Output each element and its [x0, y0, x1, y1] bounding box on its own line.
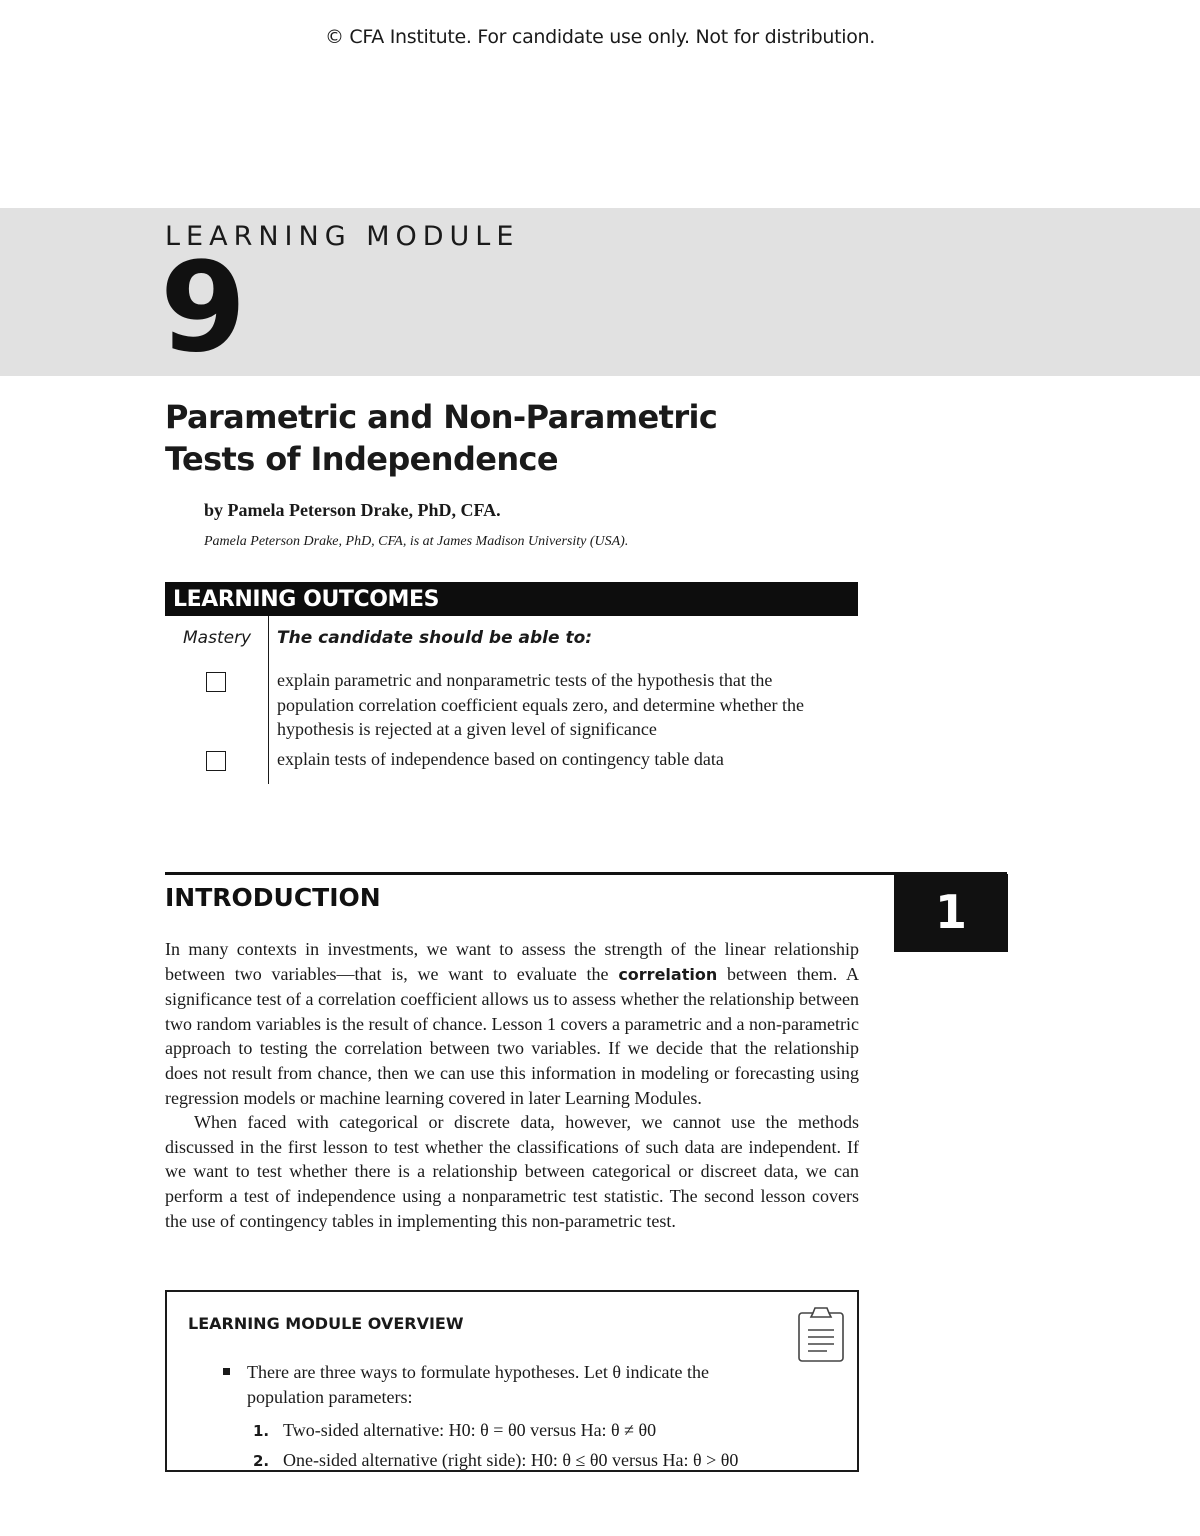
candidate-column-label: The candidate should be able to: [277, 628, 593, 648]
learning-outcomes-divider [268, 616, 269, 784]
overview-item-number: 2. [253, 1452, 270, 1470]
learning-module-overview-box [165, 1290, 859, 1472]
mastery-checkbox-2[interactable] [206, 751, 226, 771]
clipboard-icon [797, 1306, 845, 1364]
mastery-column-label: Mastery [183, 628, 252, 648]
correlation-term: correlation [618, 964, 718, 984]
copyright-notice: © CFA Institute. For candidate use only. Not for distribution. [324, 26, 876, 48]
bullet-marker [223, 1368, 230, 1375]
lesson-number-tab: 1 [894, 874, 1008, 952]
learning-outcomes-header: LEARNING OUTCOMES [165, 582, 858, 616]
introduction-rule [165, 872, 1007, 875]
overview-item-number: 1. [253, 1422, 270, 1440]
overview-item-text: Two-sided alternative: H0: θ = θ0 versus Ha: θ ≠ θ0 [283, 1420, 657, 1440]
introduction-body [165, 937, 859, 1233]
introduction-paragraph-1: In many contexts in investments, we want to assess the strength of the linear relationship between two variables—that is, we want to evaluate the correlation between them. A significance test of a correlation coefficient allows us to assess whether the relationship between two random variables is the result of chance. Lesson 1 covers a parametric and a non-parametric approach to testing the correlation between two variables. If we decide that the relationship does not result from chance, then we can use this information in modeling or forecasting using regression models or machine learning covered in later Learning Modules. [165, 939, 859, 1108]
overview-item-1 [253, 1418, 656, 1443]
introduction-paragraph-2: When faced with categorical or discrete data, however, we cannot use the methods discussed in the first lesson to test whether the classifications of such data are independent. If we want to test whether there is a relationship between categorical or discreet data, we can perform a test of independence using a nonparametric test statistic. The second lesson covers the use of contingency tables in implementing this non-parametric test. [165, 1112, 859, 1231]
learning-outcome-2: explain tests of independence based on contingency table data [277, 749, 724, 769]
overview-item-text: One-sided alternative (right side): H0: θ ≤ θ0 versus Ha: θ > θ0 [283, 1450, 739, 1470]
module-label: LEARNING MODULE [165, 221, 520, 252]
introduction-heading: INTRODUCTION [165, 883, 381, 912]
overview-title: LEARNING MODULE OVERVIEW [188, 1314, 464, 1333]
page-title [165, 396, 865, 480]
module-number: 9 [160, 236, 247, 380]
title-line-2: Tests of Independence [165, 440, 559, 478]
author-affiliation: Pamela Peterson Drake, PhD, CFA, is at James Madison University (USA). [204, 534, 629, 549]
mastery-checkbox-1[interactable] [206, 672, 226, 692]
learning-outcome-1: explain parametric and nonparametric tests of the hypothesis that the population correlation coefficient equals zero, and determine whether the hypothesis is rejected at a given level of significance [277, 670, 804, 739]
title-line-1: Parametric and Non-Parametric [165, 398, 718, 436]
overview-item-2 [253, 1448, 738, 1472]
overview-bullet: There are three ways to formulate hypotheses. Let θ indicate the population parameters: [247, 1362, 709, 1407]
author-byline: by Pamela Peterson Drake, PhD, CFA. [204, 500, 501, 520]
